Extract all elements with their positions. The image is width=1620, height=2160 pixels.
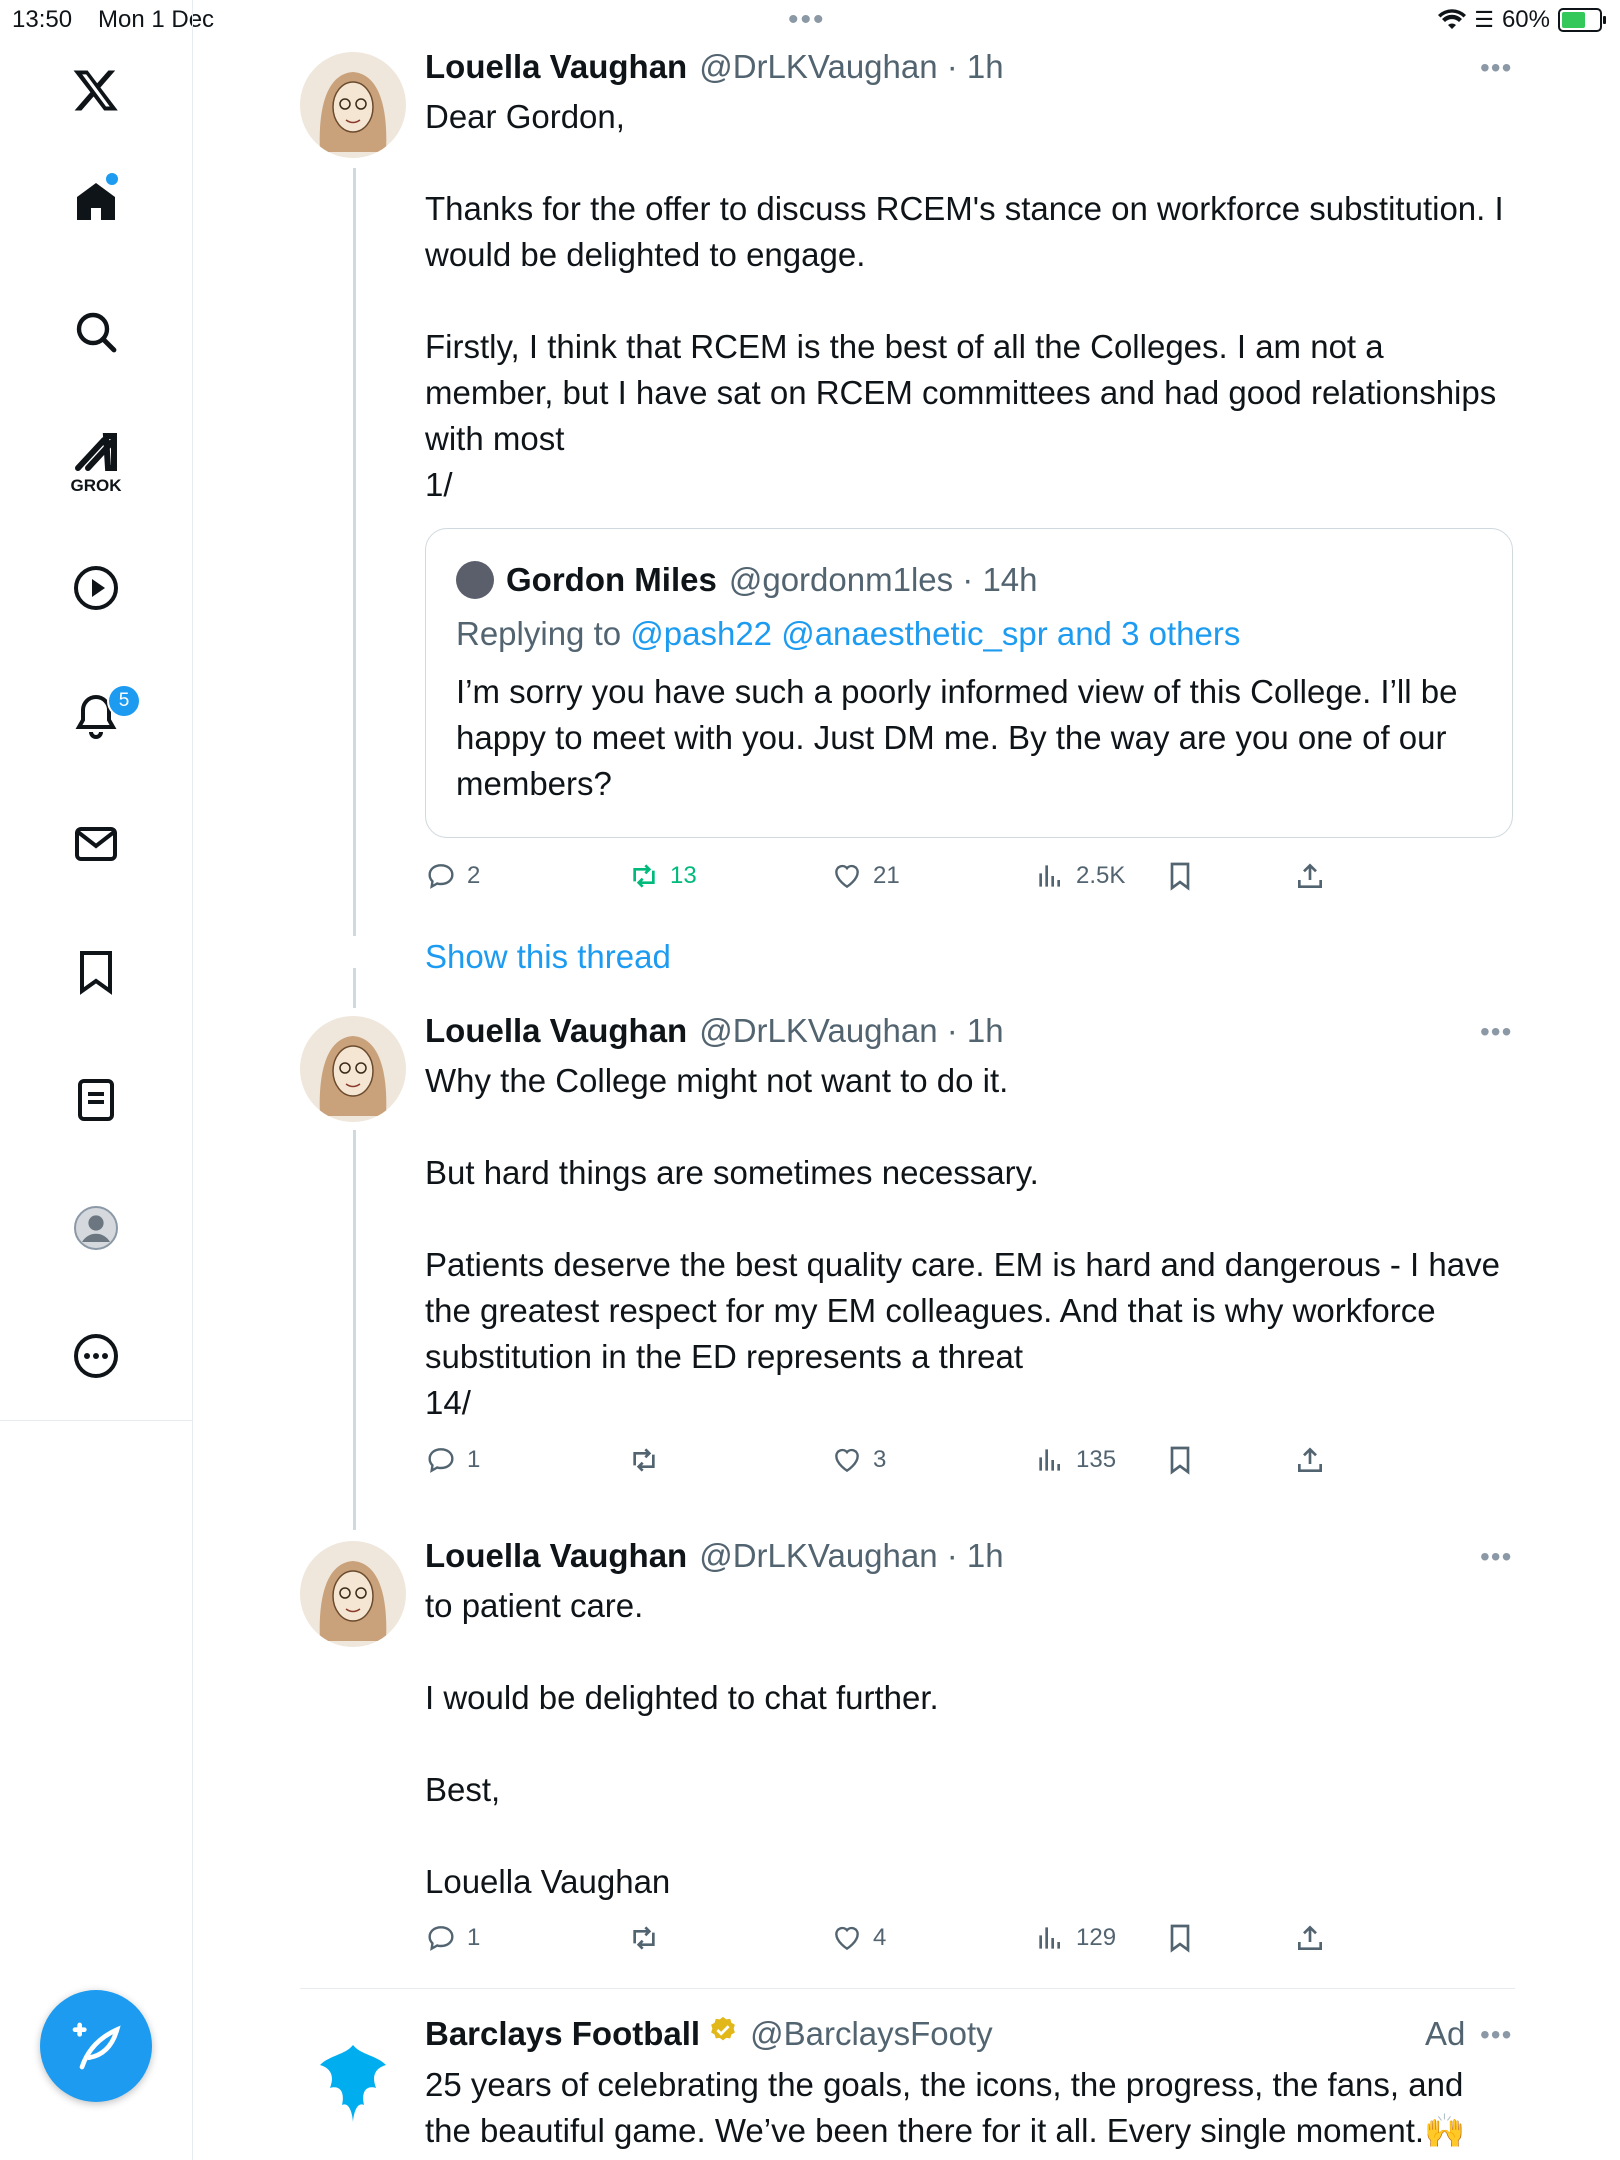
views-icon [1034,1444,1066,1476]
reply-button[interactable] [425,1922,628,1954]
views-count: 129 [1076,1924,1117,1951]
thread-line [353,168,356,936]
views-count: 2.5K [1076,862,1126,889]
tweet-paragraph: But hard things are sometimes necessary. [425,1154,1039,1191]
feed-divider [300,1988,1515,1989]
reply-icon [425,860,457,892]
share-icon [1294,1922,1326,1954]
quoted-tweet[interactable] [425,528,1513,838]
bookmark-button[interactable] [1164,860,1294,892]
home-unread-dot [106,173,118,185]
grok-label: GROK [70,476,122,495]
reply-button[interactable] [425,860,628,892]
sidebar-divider [0,1420,192,1421]
reply-icon [425,1922,457,1954]
bookmark-icon[interactable] [66,942,126,1002]
views-count: 135 [1076,1446,1117,1473]
thread-line [353,1130,356,1530]
retweet-count: 13 [670,862,697,889]
tweet-more-icon[interactable]: ••• [1480,1016,1513,1047]
eagle-logo-icon [300,2030,406,2136]
quote-author-handle: @gordonm1les · 14h [728,561,1038,598]
share-button[interactable] [1294,1922,1424,1954]
compose-icon [68,2018,124,2074]
reply-icon [425,1444,457,1476]
bookmark-icon [1164,860,1196,892]
share-button[interactable] [1294,1444,1424,1476]
ad-label: Ad [1425,2015,1466,2052]
tweet-actions [425,1444,1435,1476]
tweet-author-row [425,1537,1004,1575]
avatar[interactable] [300,52,406,158]
tweet-paragraph: I would be delighted to chat further. [425,1679,939,1716]
thread-line [353,968,356,1008]
share-button[interactable] [1294,860,1424,892]
x-logo-icon[interactable] [66,60,126,120]
tweet-author-row [425,1012,1004,1050]
like-button[interactable] [831,860,1034,892]
tweet-actions [425,860,1435,892]
grok-icon[interactable] [66,422,126,482]
tweet-paragraph: Best, [425,1771,501,1808]
tweet-text [425,1583,1515,1905]
views-icon [1034,860,1066,892]
tweet-text [425,94,1515,508]
quote-avatar [456,561,494,599]
like-count: 21 [873,862,900,889]
ad-author-name[interactable]: Barclays Football [425,2015,701,2052]
reply-count: 2 [467,862,481,889]
like-count: 3 [873,1446,887,1473]
profile-icon[interactable] [66,1198,126,1258]
wifi-icon [1438,9,1466,31]
tweet-paragraph: to patient care. [425,1587,644,1624]
quote-text: I’m sorry you have such a poorly informed view of this College. I’ll be happy to meet with you. Just DM me. By the way are you one of our members? [456,673,1458,802]
author-name[interactable]: Louella Vaughan [425,1012,688,1049]
sidebar [0,0,193,2160]
retweet-icon [628,860,660,892]
author-name[interactable]: Louella Vaughan [425,1537,688,1574]
like-icon [831,860,863,892]
tweet-paragraph: Patients deserve the best quality care. EM is hard and dangerous - I have the greatest respect for my EM colleagues. And that is why workforce substitution in the ED represents a threat 14/ [425,1246,1500,1421]
retweet-button[interactable] [628,1922,831,1954]
reply-count: 1 [467,1446,481,1473]
battery-percent: 60% [1501,6,1550,33]
tweet-author-row [425,48,1004,86]
focus-icon: ☰ [1474,7,1494,32]
retweet-button[interactable] [628,1444,831,1476]
like-count: 4 [873,1924,887,1951]
more-icon[interactable] [66,1326,126,1386]
share-icon [1294,860,1326,892]
bookmark-icon [1164,1922,1196,1954]
list-icon[interactable] [66,1070,126,1130]
author-handle[interactable]: @DrLKVaughan · 1h [699,1012,1004,1049]
replying-links[interactable]: @pash22 @anaesthetic_spr and 3 others [630,615,1241,652]
ad-avatar[interactable] [300,2030,406,2136]
tweet-more-icon[interactable]: ••• [1480,52,1513,83]
author-handle[interactable]: @DrLKVaughan · 1h [699,48,1004,85]
like-button[interactable] [831,1922,1034,1954]
tweet-paragraph: Firstly, I think that RCEM is the best of all the Colleges. I am not a member, but I have sat on RCEM committees and had good relationships with most 1/ [425,328,1497,503]
tweet-paragraph: Louella Vaughan [425,1863,671,1900]
tweet-paragraph: Thanks for the offer to discuss RCEM's stance on workforce substitution. I would be delighted to engage. [425,190,1504,273]
ad-text: 25 years of celebrating the goals, the icons, the progress, the fans, and the beautiful game. We’ve been there for it all. Every single moment.🙌 [425,2066,1466,2149]
like-icon [831,1444,863,1476]
author-name[interactable]: Louella Vaughan [425,48,688,85]
verified-icon [708,2015,738,2045]
bookmark-icon [1164,1444,1196,1476]
tweet-more-icon[interactable]: ••• [1480,1541,1513,1572]
tweet-text [425,1058,1515,1426]
reply-button[interactable] [425,1444,628,1476]
battery-icon [1558,8,1602,32]
quote-author-name: Gordon Miles [506,561,717,598]
like-icon [831,1922,863,1954]
bookmark-button[interactable] [1164,1922,1294,1954]
avatar[interactable] [300,1541,406,1647]
ad-author-row [425,2015,993,2053]
share-icon [1294,1444,1326,1476]
mail-icon[interactable] [66,814,126,874]
show-thread-link[interactable]: Show this thread [425,938,671,975]
retweet-icon [628,1444,660,1476]
reply-count: 1 [467,1924,481,1951]
ad-more-icon[interactable]: ••• [1480,2019,1513,2050]
views-button[interactable] [1034,1444,1164,1476]
search-icon[interactable] [66,302,126,362]
views-icon [1034,1922,1066,1954]
quote-author-row [456,561,1038,599]
replying-prefix: Replying to [456,615,631,652]
like-button[interactable] [831,1444,1034,1476]
bookmark-button[interactable] [1164,1444,1294,1476]
multitask-dots-icon[interactable]: ••• [788,3,826,36]
tweet-paragraph: Why the College might not want to do it. [425,1062,1009,1099]
views-button[interactable] [1034,1922,1164,1954]
status-date: Mon 1 Dec [98,6,215,33]
ad-author-handle[interactable]: @BarclaysFooty [750,2015,993,2052]
status-right [1438,6,1602,34]
tweet-actions [425,1922,1435,1954]
author-handle[interactable]: @DrLKVaughan · 1h [699,1537,1004,1574]
retweet-button[interactable] [628,860,831,892]
avatar[interactable] [300,1016,406,1122]
retweet-icon [628,1922,660,1954]
compose-button[interactable] [40,1990,152,2102]
play-icon[interactable] [66,558,126,618]
status-time: 13:50 [12,6,73,33]
tweet-paragraph: Dear Gordon, [425,98,625,135]
quote-replying-to [456,615,1240,653]
notification-badge: 5 [107,684,141,718]
views-button[interactable] [1034,860,1164,892]
